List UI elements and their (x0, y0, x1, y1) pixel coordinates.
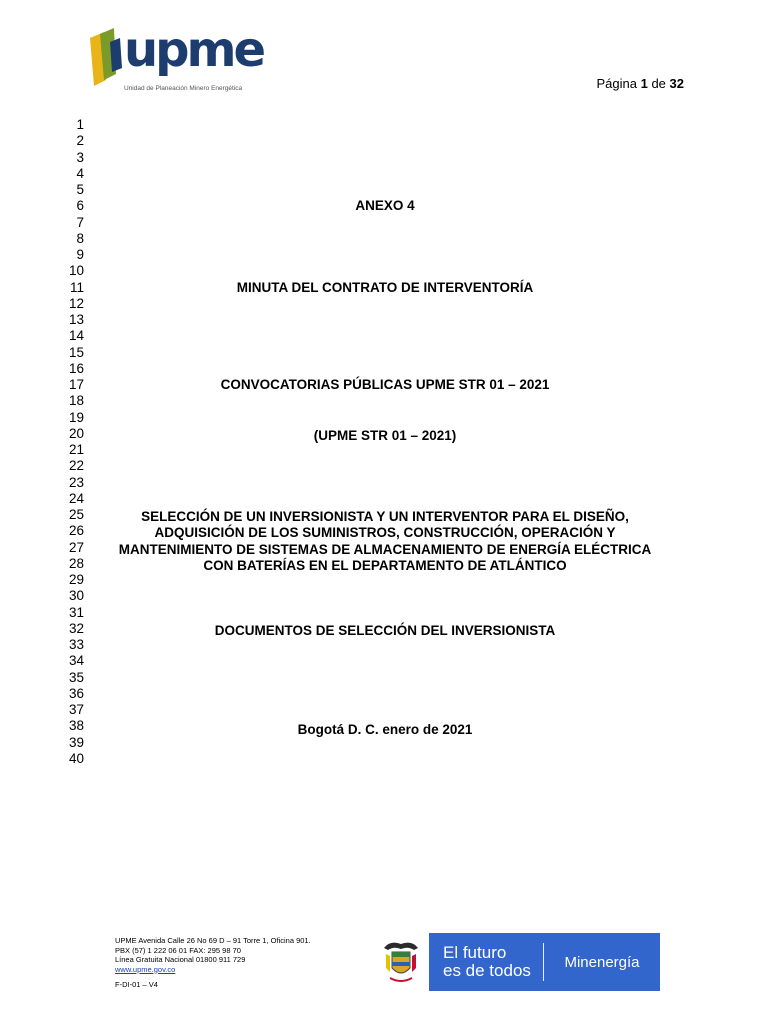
selection-line: SELECCIÓN DE UN INVERSIONISTA Y UN INTERVENTOR PARA EL DISEÑO, (141, 509, 629, 524)
colombia-shield-box (373, 933, 429, 991)
banner-divider (543, 943, 544, 981)
page-indicator (596, 76, 684, 91)
upme-logo-mark-icon (84, 28, 124, 90)
line-number: 17 (68, 377, 84, 392)
line-number: 5 (76, 182, 84, 197)
line-number: 1 (76, 117, 84, 132)
line-number: 23 (68, 474, 84, 490)
line-number: 12 (68, 295, 84, 311)
line-number: 39 (68, 734, 84, 750)
line-number: 37 (68, 702, 84, 717)
line-number: 34 (68, 653, 84, 669)
logo-subtitle: Unidad de Planeación Minero Energética (124, 85, 243, 92)
government-banner (373, 933, 660, 991)
line-number: 26 (68, 523, 84, 539)
contract-title: MINUTA DEL CONTRATO DE INTERVENTORÍA (236, 280, 534, 295)
ministry-name: Minenergía (564, 953, 640, 971)
line-number: 13 (68, 312, 84, 327)
upme-logo (84, 22, 264, 98)
line-number: 32 (68, 620, 84, 636)
line-number: 30 (68, 588, 84, 604)
line-number: 25 (68, 507, 84, 522)
line-number: 3 (76, 149, 84, 165)
selection-paragraph (100, 509, 670, 574)
line-number: 8 (76, 230, 84, 246)
selection-line: MANTENIMIENTO DE SISTEMAS DE ALMACENAMIENTO DE ENERGÍA ELÉCTRICA (118, 541, 652, 557)
colombia-coat-of-arms-icon (380, 938, 422, 986)
footer-address: UPME Avenida Calle 26 No 69 D – 91 Torre 1, Oficina 901. (115, 936, 311, 945)
line-number: 40 (68, 750, 84, 766)
gov-slogan-line1: El futuro (443, 943, 507, 962)
page-label: Página (596, 76, 637, 91)
line-number: 11 (69, 279, 84, 295)
line-number: 21 (68, 442, 84, 457)
line-number: 24 (68, 490, 84, 506)
line-number: 10 (68, 263, 84, 279)
convocatoria-title: CONVOCATORIAS PÚBLICAS UPME STR 01 – 2021 (220, 377, 550, 392)
line-number: 7 (76, 214, 84, 230)
line-number: 19 (68, 409, 84, 425)
line-number: 22 (68, 458, 84, 474)
page-separator: de (651, 76, 666, 91)
footer-contact (115, 936, 311, 974)
line-number: 36 (68, 685, 84, 701)
selection-line: ADQUISICIÓN DE LOS SUMINISTROS, CONSTRUCCIÓN, OPERACIÓN Y (154, 525, 616, 541)
line-number: 2 (76, 133, 84, 149)
line-number: 29 (68, 572, 84, 587)
footer-phone: PBX (57) 1 222 06 01 FAX: 295 98 70 (115, 945, 241, 955)
convocatoria-code: (UPME STR 01 – 2021) (313, 428, 457, 443)
page-total: 32 (669, 76, 684, 91)
footer-website-link[interactable]: www.upme.gov.co (115, 964, 176, 974)
footer-free-line: Línea Gratuita Nacional 01800 911 729 (115, 955, 246, 964)
page-current: 1 (640, 76, 648, 91)
selection-line: CON BATERÍAS EN EL DEPARTAMENTO DE ATLÁNTICO (203, 557, 567, 573)
line-number: 15 (68, 344, 84, 360)
line-number: 16 (68, 360, 84, 376)
line-number: 28 (68, 555, 84, 571)
line-number: 20 (68, 425, 84, 441)
line-number-column (44, 117, 84, 767)
line-number: 38 (68, 718, 84, 734)
line-number: 31 (68, 604, 84, 620)
place-date: Bogotá D. C. enero de 2021 (297, 722, 473, 737)
documents-title: DOCUMENTOS DE SELECCIÓN DEL INVERSIONISTA (214, 623, 556, 638)
line-number: 14 (68, 328, 84, 344)
line-number: 27 (68, 539, 84, 555)
line-number: 33 (68, 637, 84, 652)
gov-slogan (429, 933, 543, 991)
gov-slogan-line2: es de todos (443, 961, 531, 980)
line-number: 18 (68, 393, 84, 409)
line-number: 6 (76, 198, 84, 214)
line-number: 35 (68, 669, 84, 685)
form-code: F-DI-01 – V4 (115, 980, 158, 989)
line-number: 9 (76, 247, 84, 262)
logo-wordmark: upme (124, 22, 264, 78)
line-number: 4 (76, 165, 84, 181)
annex-title: ANEXO 4 (355, 198, 415, 213)
